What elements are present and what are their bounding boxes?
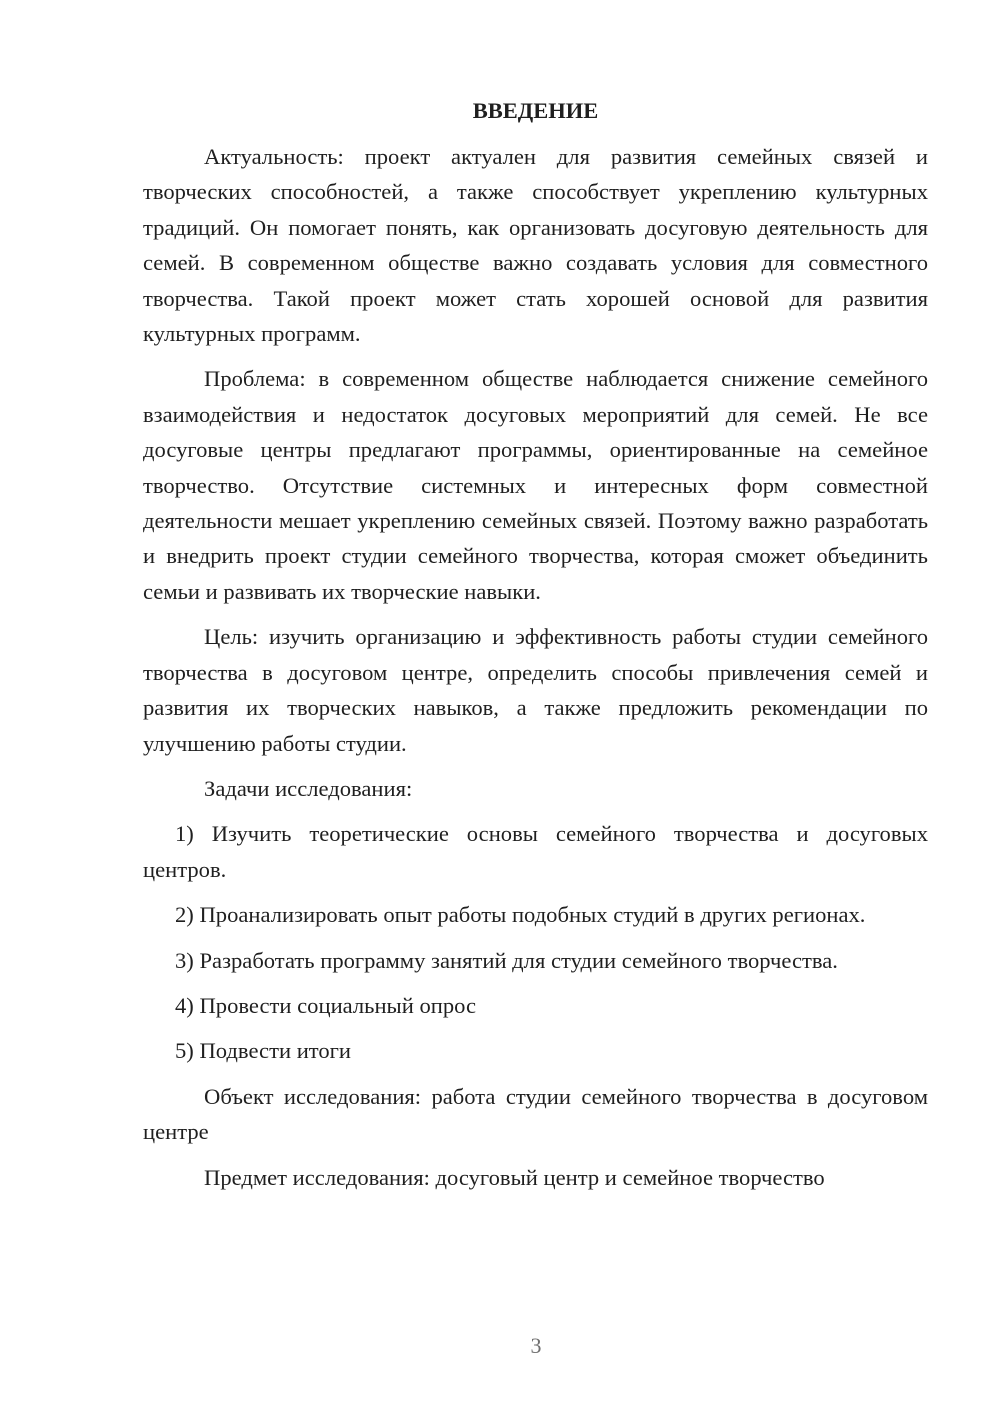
task-item-3: 3) Разработать программу занятий для студии семейного творчества. [175,947,838,973]
task-item-5: 5) Подвести итоги [175,1038,352,1064]
page-title: ВВЕДЕНИЕ [472,98,599,123]
page-content [143,95,928,1205]
goal-paragraph: Цель: изучить организацию и эффективность работы студии семейного творчества в досуговом центре, определить способы привлечения семей и развития их творческих навыков, а также предложить рекомендации по улучшению работы студии. [143,624,928,756]
object-paragraph: Объект исследования: работа студии семейного творчества в досуговом центре [143,1083,928,1145]
problem-paragraph: Проблема: в современном обществе наблюдается снижение семейного взаимодействия и недостаток досуговых мероприятий для семей. Не все досуговые центры предлагают программы, ориентированные на семейное творчество. Отсутствие системных и интересных форм совместной деятельности мешает укреплению семейных связей. Поэтому важно разработать и внедрить проект студии семейного творчества, которая сможет объединить семьи и развивать их творческие навыки. [143,366,928,604]
page-number: 3 [530,1333,542,1358]
relevance-paragraph: Актуальность: проект актуален для развития семейных связей и творческих способностей, а также способствует укреплению культурных традиций. Он помогает понять, как организовать досуговую деятельность для семей. В современном обществе важно создавать условия для совместного творчества. Такой проект может стать хорошей основой для развития культурных программ. [143,144,928,347]
subject-paragraph: Предмет исследования: досуговый центр и семейное творчество [204,1164,825,1190]
task-item-2: 2) Проанализировать опыт работы подобных студий в других регионах. [175,902,866,928]
task-item-1: 1) Изучить теоретические основы семейного творчества и досуговых центров. [143,821,928,882]
task-item-4: 4) Провести социальный опрос [175,992,477,1018]
tasks-heading: Задачи исследования: [204,775,413,801]
